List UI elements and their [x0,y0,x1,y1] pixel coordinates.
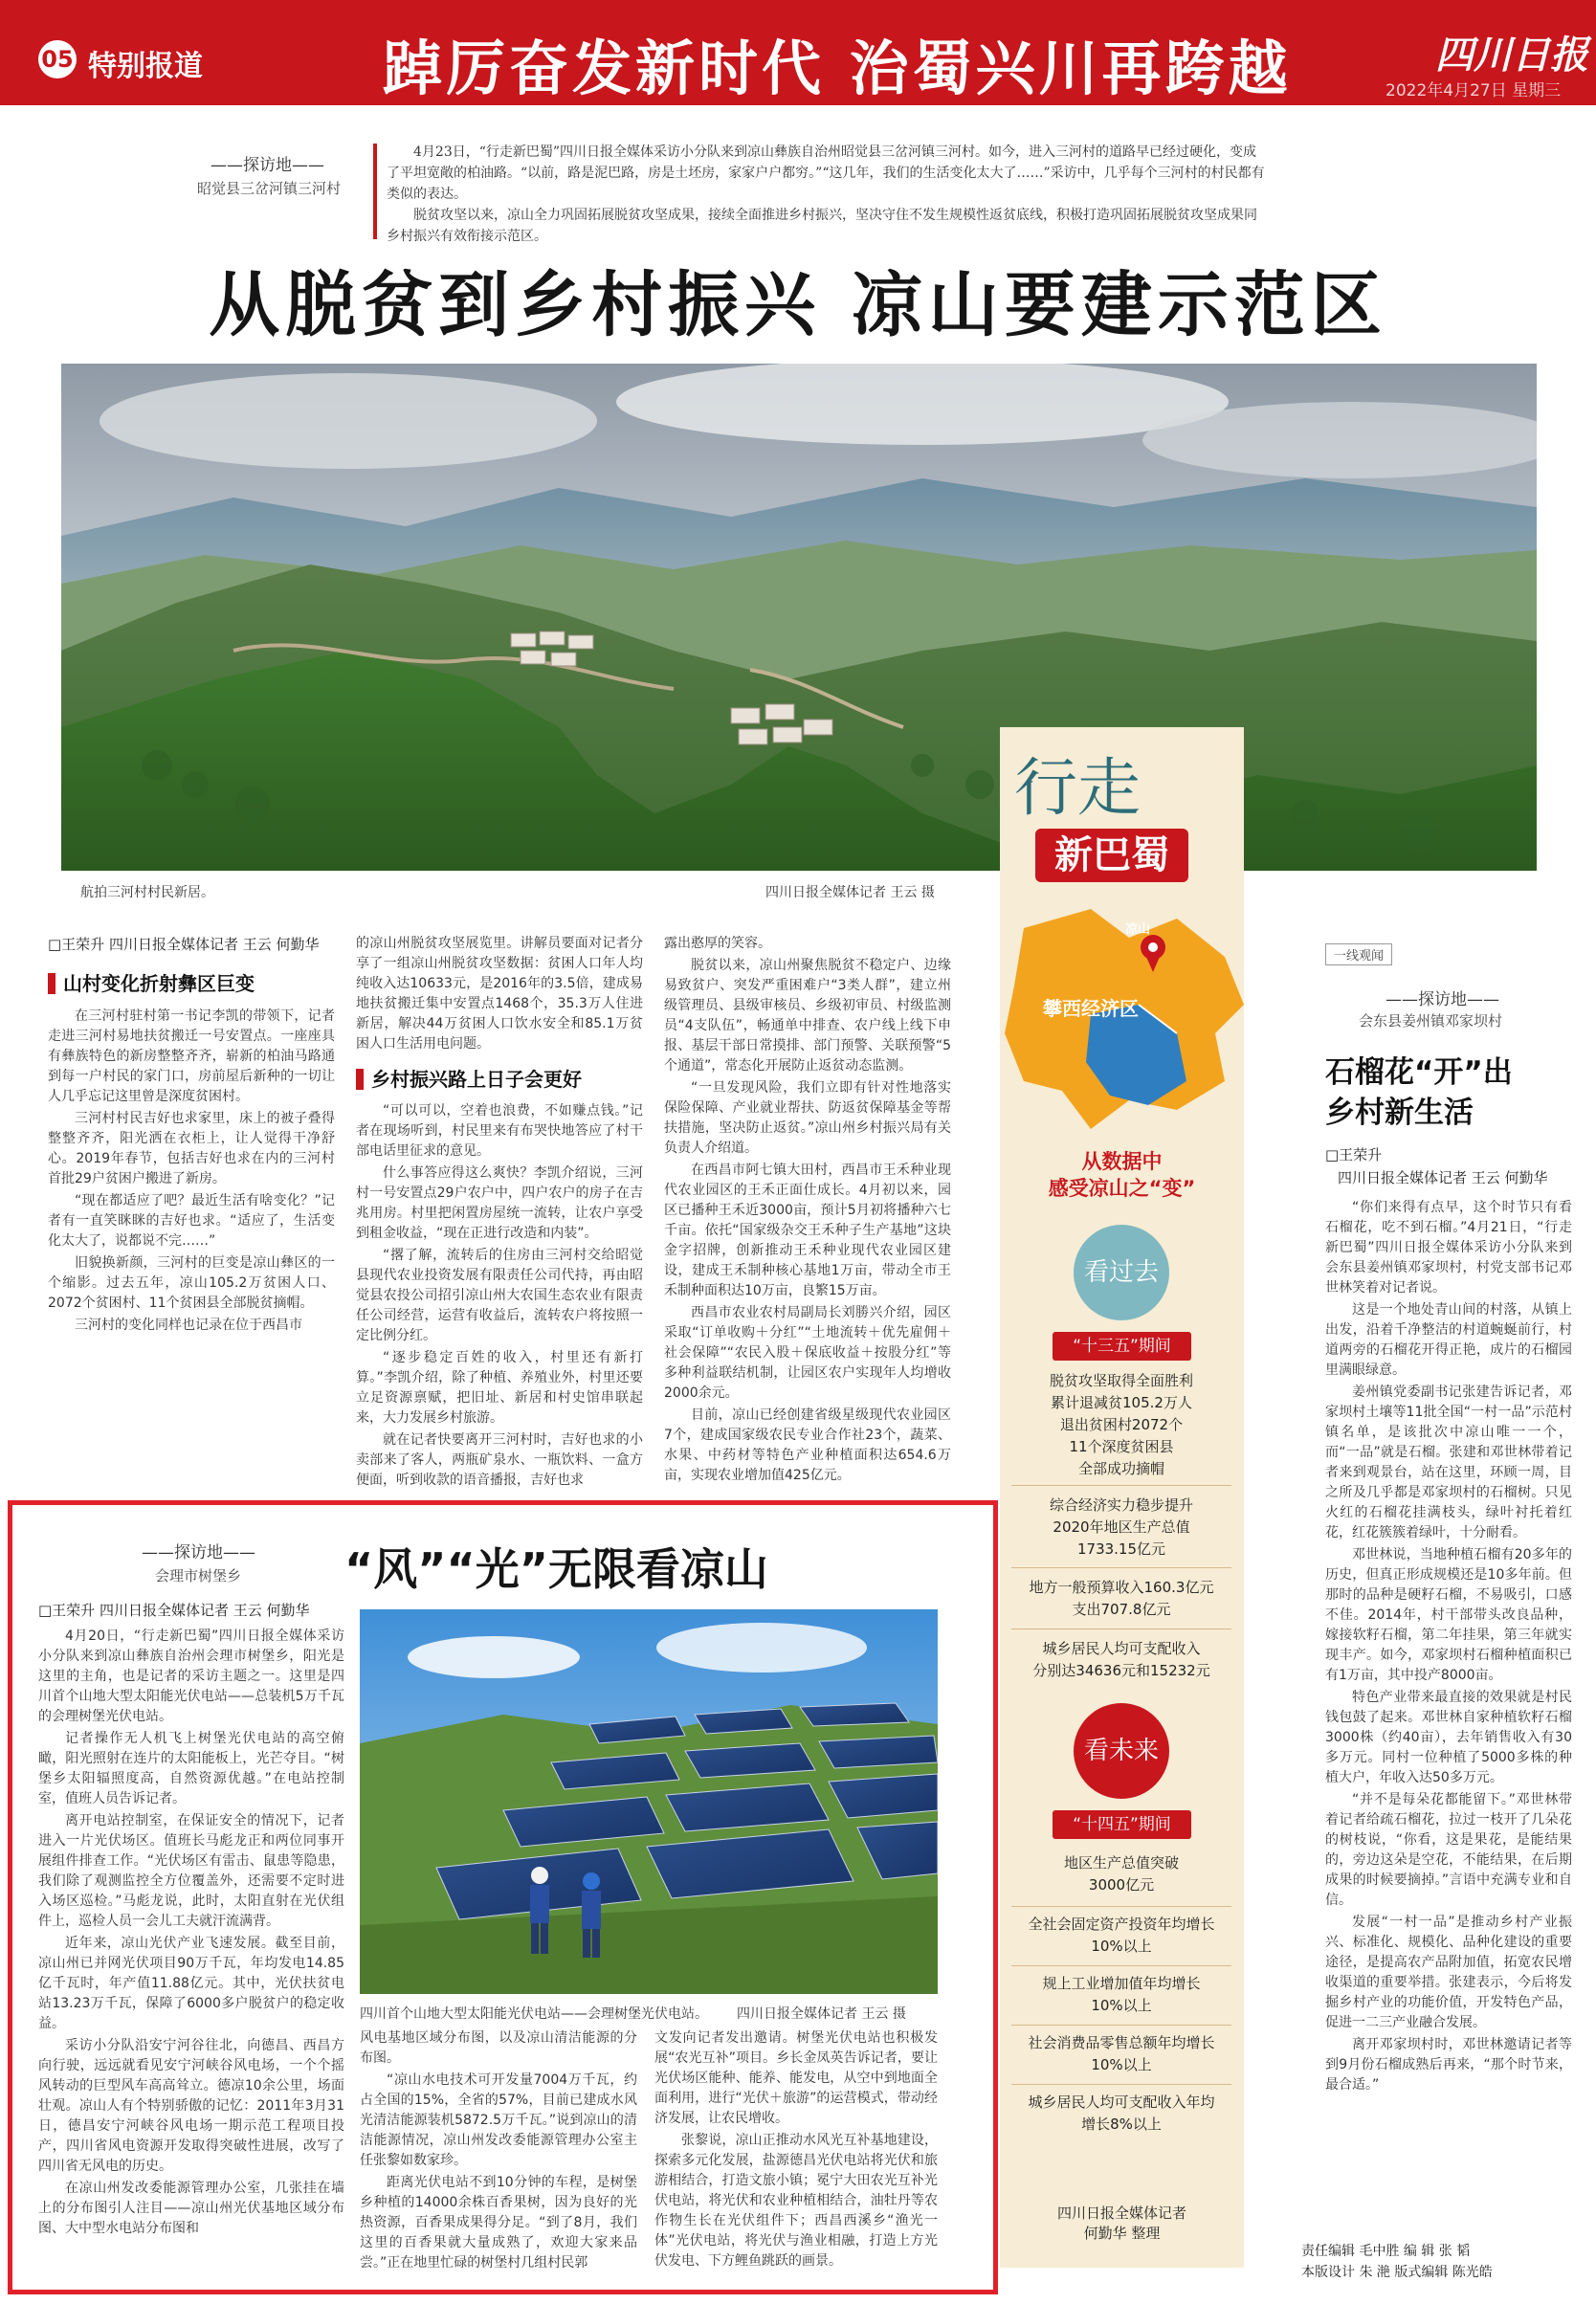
wl-visit-label: ——探访地—— [142,1543,255,1562]
solar-farm-photo [360,1609,938,1994]
credit-line: 四川日报全媒体记者 [1056,2204,1186,2222]
paragraph: 这是一个地处青山间的村落，从镇上出发，沿着千净整洁的村道蜿蜒前行，村道两旁的石榴花开得正艳，成片的石榴园里满眼绿意。 [1325,1302,1572,1378]
paragraph: “一旦发现风险，我们立即有针对性地落实保险保障、产业就业帮扶、防返贫保障基金等帮扶措施，坚决防止返贫。”凉山州乡村振兴局有关负责人介绍道。 [664,1080,951,1156]
credit-row: 责任编辑 毛中胜 编 辑 张 韬 [1301,2244,1471,2259]
lead-paragraph: 4月23日，“行走新巴蜀”四川日报全媒体采访小分队来到凉山彝族自治州昭觉县三岔河镇三河村。如今，进入三河村的道路早已经过硬化，变成了平坦宽敞的柏油路。“以前，路是泥巴路，房是土坯房，家家户户都穷。”“这几年，我们的生活变化太大了……”采访中，几乎每个三河村的村民都有类似的表达。 [387,144,1265,202]
wl-headline: “风”“光”无限看凉山 [344,1543,768,1595]
paragraph: 距离光伏电站不到10分钟的车程，是树堡乡种植的14000余株百香果树，因为良好的光热资源，百香果成果得分足。“到了8月，我们这里的百香果就大量成熟了，欢迎大家来品尝。”正在地里忙碌的树堡村几组村民郭 [360,2175,637,2271]
paragraph: 采访小分队沿安宁河谷往北，向德昌、西昌方向行驶，远远就看见安宁河峡谷风电场，一个个摇风转动的巨型风车高高耸立。德凉10余公里，场面壮观。凉山人有个特别骄傲的记忆：2011年3月31日，德昌安宁河峡谷风电场一期示范工程项目投产，四川省风电资源开发取得突破性进展，改写了四川省无风电的历史。 [38,2038,344,2174]
lead-visit-location: 昭觉县三岔河镇三河村 [197,180,342,197]
stat-divider [1011,2025,1231,2026]
paragraph: 旧貌换新颜，三河村的巨变是凉山彝区的一个缩影。过去五年，凉山105.2万贫困人口、2072个贫困村、11个贫困县全部脱贫摘帽。 [48,1255,335,1311]
stat-divider [1011,2084,1231,2085]
stat-divider [1011,1906,1231,1907]
wl-visit-location: 会理市树堡乡 [155,1567,242,1584]
xinbashu-tag: 新巴蜀 [1035,829,1188,882]
paragraph: 目前，凉山已经创建省级星级现代农业园区7个，建成国家级农民专业合作社23个，蔬菜、水果、中药材等特色产业种植面积达654.6万亩，实现农业增加值425亿元。 [664,1407,951,1483]
heading-marker [48,973,55,994]
page-credits [1301,2241,1493,2283]
paragraph: “现在都适应了吧？最近生活有啥变化？”记者有一直笑眯眯的吉好也求。“适应了，生活变化太大了，说都说不完……” [48,1193,335,1249]
paragraph: 离开邓家坝村时，邓世林邀请记者等到9月份石榴成熟后再来，“那个时节来，最合适。” [1325,2037,1572,2093]
paragraph: 在西昌市阿七镇大田村，西昌市王禾种业现代农业园区的王禾正面仕成长。4月初以来，园区已播种王禾近3000亩，预计5月初将播种六七千亩。依托“国家级杂交王禾种子生产基地”这块金字招牌，创新推动王禾种业现代农业园区建设，建成王禾制种核心基地1万亩，带动全市王禾制种面积达10万亩，良繁15万亩。 [664,1163,951,1298]
credit-row: 本版设计 朱 滟 版式编辑 陈光皓 [1301,2265,1493,2280]
paragraph: “撂了解，流转后的住房由三河村交给昭觉县现代农业投资发展有限责任公司代持，再由昭觉县农投公司招引凉山州大农国生态农业有限责任公司经营，运营有收益后，流转农户将按照一定比例分红。 [356,1248,643,1343]
right-headline [1325,1052,1513,1133]
right-byline: □王荣升 [1325,1146,1383,1163]
paragraph: 文发向记者发出邀请。树堡光伏电站也积极发展“农光互补”项目。乡长金凤英告诉记者，要让光伏场区能种、能养、能发电，从空中到地面全面利用，进行“光伏＋旅游”的运营模式，带动经济发展，让农民增收。 [654,2030,938,2126]
article-byline: □王荣升 四川日报全媒体记者 王云 何勤华 [48,936,320,953]
aerial-village-photo [61,364,1537,871]
paragraph: 张黎说，凉山正推动水风光互补基地建设，探索多元化发展，盐源德昌光伏电站将光伏和旅游相结合，打造文旅小镇；冕宁大田农光互补光伏电站，将光伏和农业种植相结合，油牡丹等农作物生长在光伏组件下；西昌西溪乡“渔光一体”光伏电站，将光伏与渔业相融，打造上方光伏发电、下方鲤鱼跳跃的画景。 [654,2133,938,2269]
paragraph: 脱贫以来，凉山州聚焦脱贫不稳定户、边缘易致贫户、突发严重困难户“3类人群”，建立州级管理员、县级审核员、乡级初审员、村级监测员“4支队伍”，畅通单中排查、农户线上线下申报、基层干部日常摸排、部门预警、关联预警“5个通道”，常态化开展防止返贫动态监测。 [664,958,951,1074]
infographic-credit [1000,2203,1244,2243]
map-label-region: 攀西经济区 [1043,997,1139,1020]
main-photo-credit: 四川日报全媒体记者 王云 摄 [765,885,935,900]
page-number-badge: 05 [38,40,77,78]
right-visit-location: 会东县姜州镇邓家坝村 [1359,1012,1503,1030]
wl-byline: □王荣升 四川日报全媒体记者 王云 何勤华 [38,1602,310,1619]
section-heading-1 [48,968,255,996]
future-stat: 地区生产总值突破 3000亿元 [1063,1854,1179,1894]
data-intro-line: 感受凉山之“变” [1048,1177,1196,1200]
paragraph: “你们来得有点早，这个时节只有看石榴花，吃不到石榴。”4月21日，“行走新巴蜀”四川日报全媒体采访小分队来到会东县姜州镇邓家坝村，村党支部书记邓世林笑着对记者说。 [1325,1200,1572,1296]
section-heading-1-text: 山村变化折射彝区巨变 [63,972,255,995]
past-stat: 综合经济实力稳步提升 2020年地区生产总值 1733.15亿元 [1049,1496,1193,1558]
paragraph: 什么事答应得这么爽快？李凯介绍说，三河村一号安置点29户农户中，四户农户的房子在吉兆用房。村里把闲置房屋统一流转，让农户享受到租金收益，“现在正进行改造和内装”。 [356,1165,643,1241]
paragraph: 就在记者快要离开三河村时，吉好也求的小卖部来了客人，两瓶矿泉水、一瓶饮料、一盒方便面，听到收款的语音播报，吉好也求 [356,1432,643,1488]
paragraph: 西昌市农业农村局副局长刘勝兴介绍，园区采取“订单收购＋分红”“土地流转＋优先雇佣＋社会保障”“农民入股＋保底收益＋按股分红”等多种利益联结机制，让园区农户实现年人均增收2000余元。 [664,1305,951,1401]
paragraph: 发展“一村一品”是推动乡村产业振兴、标准化、规模化、品种化建设的重要途径，是提高农产品附加值，拓宽农民增收渠道的重要举措。张建表示，今后将发掘乡村产业的功能价值，开发特色产品，促进一二三产业融合发展。 [1325,1915,1572,2030]
past-stat: 地方一般预算收入160.3亿元 支出707.8亿元 [1029,1579,1214,1618]
map-label-liangshan: 凉山 [1125,922,1151,937]
lead-accent-bar [373,144,377,239]
section-label: 特别报道 [88,50,203,83]
data-intro-line: 从数据中 [1081,1150,1163,1173]
banner-title: 踔厉奋发新时代 治蜀兴川再跨越 [383,33,1292,103]
right-article-body [1325,1198,1572,2095]
lead-paragraph: 脱贫攻坚以来，凉山全力巩固拓展脱贫攻坚成果，接续全面推进乡村振兴，坚决守住不发生规模性返贫底线，积极打造巩固拓展脱贫攻坚成果同乡村振兴有效衔接示范区。 [387,208,1257,244]
past-circle: 看过去 [1074,1225,1169,1320]
paragraph: “并不是每朵花都能留下。”邓世林带着记者给疏石榴花，拉过一枝开了几朵花的树枝说，“你看，这是果花，是能结果的，旁边这朵是空花，不能结果，在后期成果的时候要摘掉。”言语中充满专业和自信。 [1325,1792,1572,1908]
paragraph: 风电基地区域分布图，以及凉山清洁能源的分布图。 [360,2030,637,2066]
lead-visit-label: ——探访地—— [211,156,324,175]
stat-divider [1011,1628,1231,1629]
data-intro-heading [1000,1148,1244,1202]
liangshan-map [986,890,1263,1139]
lead-intro [387,142,1267,247]
paragraph: 三河村村民吉好也求家里，床上的被子叠得整整齐齐，阳光洒在衣柜上，让人觉得干净舒心。2019年春节，包括吉好也求在内的三河村首批29户贫困户搬进了新房。 [48,1111,335,1186]
paragraph: 在凉山州发改委能源管理办公室，几张挂在墙上的分布图引人注目——凉山州光伏基地区域分布图、大中型水电站分布图和 [38,2181,344,2236]
paragraph: 姜州镇党委副书记张建告诉记者，邓家坝村土壤等11批全国“一村一品”示范村镇名单，是该批次中凉山唯一一个，而“一品”就是石榴。张建和邓世林带着记者来到观景台，站在这里，环顾一周，目之所及几乎都是邓家坝村的石榴树。只见火红的石榴花挂满枝头，绿叶衬托着红花，红花簇簇着绿叶，十分耐看。 [1325,1385,1572,1540]
xingzou-logo-text: 行走 [1014,751,1141,825]
column-tag: 一线观闻 [1325,943,1392,965]
paragraph: 在三河村驻村第一书记李凯的带领下，记者走进三河村易地扶贫搬迁一号安置点。一座座具有彝族特色的新房整整齐齐，崭新的柏油马路通到每一户村民的家门口，房前屋后新种的一切让人几乎忘记这里曾是深度贫困村。 [48,1008,335,1104]
section-heading-2-text: 乡村振兴路上日子会更好 [371,1068,582,1091]
paragraph: 邓世林说，当地种植石榴有20多年的历史，但真正形成规模还是10多年前。但那时的品种是硬籽石榴，不易吸引，口感不佳。2014年，村干部带头改良品种，嫁接软籽石榴，第二年挂果，第三年就实现丰产。如今，邓家坝村石榴种植面积已有1万亩，其中投产8000亩。 [1325,1547,1572,1683]
future-circle: 看未来 [1074,1703,1169,1799]
solar-farm-illustration [360,1609,938,1994]
stat-divider [1011,1567,1231,1568]
future-stat: 社会消费品零售总额年均增长 10%以上 [1028,2034,1215,2073]
solar-photo-credit: 四川日报全媒体记者 王云 摄 [737,2006,906,2022]
past-stat: 脱贫攻坚取得全面胜利 累计退减贫105.2万人 退出贫困村2072个 11个深度贫困县 全部成功摘帽 [1049,1372,1193,1477]
solar-photo-caption: 四川首个山地大型太阳能光伏电站——会理树堡光伏电站。 [360,2006,708,2022]
past-period-label: “十三五”期间 [1053,1332,1191,1361]
section-heading-2 [356,1064,643,1092]
right-visit-label: ——探访地—— [1385,990,1499,1009]
article-column-3 [664,934,951,1486]
paragraph: “可以可以，空着也浪费，不如赚点钱。”记者在现场听到，村民里来有布哭快地答应了村干部电话里征求的意见。 [356,1103,643,1159]
article-column-1 [48,1007,335,1336]
future-stat: 城乡居民人均可支配收入年均 增长8%以上 [1028,2094,1215,2133]
paragraph: 离开电站控制室，在保证安全的情况下，记者进入一片光伏场区。值班长马彪龙正和两位同事开展组件排查工作。“光伏场区有雷击、鼠患等隐患，我们除了观测监控全方位覆盖外，还需要不定时进入场区巡检。”马彪龙说，此时，太阳直射在光伏组件上，巡检人员一会儿工夫就汗流满背。 [38,1813,344,1929]
future-period-label: “十四五”期间 [1053,1810,1191,1839]
main-headline: 从脱贫到乡村振兴 凉山要建示范区 [209,264,1387,346]
paragraph: 近年来，凉山光伏产业飞速发展。截至目前，凉山州已并网光伏项目90万千瓦，年均发电14.85亿千瓦时，年产值11.88亿元。其中，光伏扶贫电站13.23万千瓦，保障了6000多户脱贫户的稳定收益。 [38,1936,344,2031]
paragraph: “凉山水电技术可开发量7004万千瓦，约占全国的15%，全省的57%，目前已建成水风光清洁能源装机5872.5万千瓦。”说到凉山的清洁能源情况，凉山州发改委能源管理办公室主任张黎如数家珍。 [360,2072,637,2168]
paragraph: 记者操作无人机飞上树堡光伏电站的高空俯瞰，阳光照射在连片的太阳能板上，光芒夺目。“树堡乡太阳辐照度高，自然资源优越。”在电站控制室，值班人员告诉记者。 [38,1731,344,1806]
future-stat: 规上工业增加值年均增长 10%以上 [1042,1975,1201,2014]
stat-divider [1011,1965,1231,1966]
wl-column-1 [38,1627,344,2239]
wl-column-2 [360,2028,637,2273]
paragraph: 特色产业带来最直接的效果就是村民钱包鼓了起来。邓世林自家种植软籽石榴3000株（约40亩），去年销售收入有30多万元。同村一位种植了5000多株的种植大户，年收入达50多万元。 [1325,1690,1572,1785]
issue-date: 2022年4月27日 星期三 [1385,81,1562,100]
aerial-village-illustration [61,364,1537,871]
paragraph: 4月20日，“行走新巴蜀”四川日报全媒体采访小分队来到凉山彝族自治州会理市树堡乡，阳光是这里的主角，也是记者的采访主题之一。这里是四川首个山地大型太阳能光伏电站——总装机5万千瓦的会理树堡光伏电站。 [38,1628,344,1724]
future-stat: 全社会固定资产投资年均增长 10%以上 [1028,1916,1215,1955]
paragraph: 露出憨厚的笑容。 [664,936,771,951]
main-photo-caption: 航拍三河村村民新居。 [80,885,214,900]
past-stat: 城乡居民人均可支配收入 分别达34636元和15232元 [1032,1640,1210,1679]
stat-divider [1011,1485,1231,1486]
credit-line: 何勤华 整理 [1083,2225,1161,2242]
right-headline-line: 乡村新生活 [1325,1096,1474,1130]
right-headline-line: 石榴花“开”出 [1325,1055,1513,1090]
article-column-2 [356,934,643,1491]
paragraph: “逐步稳定百姓的收入，村里还有新打算。”李凯介绍，除了种植、养殖业外，村里还要立足资源禀赋，把旧址、新居和村史馆串联起来，大力发展乡村旅游。 [356,1350,643,1426]
heading-marker [356,1069,364,1090]
wl-column-3 [654,2028,938,2271]
masthead-logo: 四川日报 [1435,33,1588,78]
right-byline-2: 四川日报全媒体记者 王云 何勤华 [1338,1169,1548,1186]
paragraph: 的凉山州脱贫攻坚展览里。讲解员要面对记者分享了一组凉山州脱贫攻坚数据：贫困人口年人均纯收入达10633元，是2016年的3.5倍，建成易地扶贫搬迁集中安置点1468个，35.3万人住进新居，解决44万贫困人口饮水安全和85.1万贫困人口生活用电问题。 [356,936,643,1052]
paragraph: 三河村的变化同样也记录在位于西昌市 [75,1318,302,1333]
